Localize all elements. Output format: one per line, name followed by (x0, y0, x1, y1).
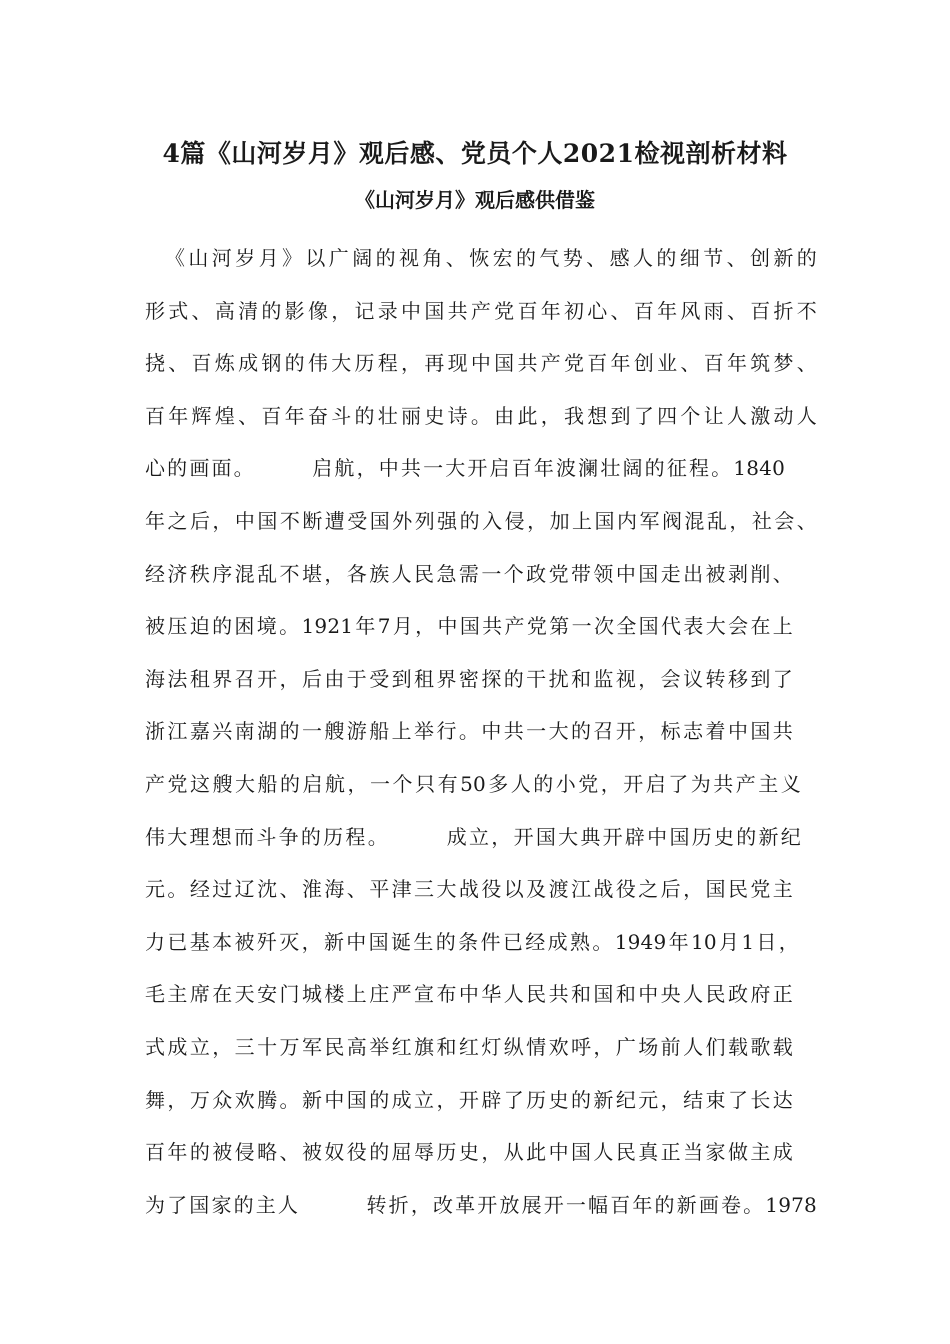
document-title: 4篇《山河岁月》观后感、党员个人2021检视剖析材料 (162, 139, 788, 168)
body-line: 海法租界召开，后由于受到租界密探的干扰和监视，会议转移到了 (145, 666, 793, 691)
body-line: 挠、百炼成钢的伟大历程，再现中国共产党百年创业、百年筑梦、 (145, 351, 817, 376)
body-line: 力已基本被歼灭，新中国诞生的条件已经成熟。1949年10月1日， (145, 929, 799, 954)
body-paragraph (145, 241, 817, 1240)
body-line: 被压迫的困境。1921年7月，中国共产党第一次全国代表大会在上 (145, 614, 793, 639)
body-line: 百年辉煌、百年奋斗的壮丽史诗。由此，我想到了四个让人激动人 (145, 403, 817, 428)
body-line: 经济秩序混乱不堪，各族人民急需一个政党带领中国走出被剥削、 (145, 561, 793, 586)
body-line: 《山河岁月》以广阔的视角、恢宏的气势、感人的细节、创新的 (165, 246, 817, 270)
body-line: 舞，万众欢腾。新中国的成立，开辟了历史的新纪元，结束了长达 (145, 1087, 793, 1112)
body-line: 伟大理想而斗争的历程。 成立，开国大典开辟中国历史的新纪 (145, 824, 801, 849)
body-line: 为了国家的主人 转折，改革开放展开一幅百年的新画卷。1978 (145, 1192, 817, 1217)
body-line: 形式、高清的影像，记录中国共产党百年初心、百年风雨、百折不 (145, 298, 817, 323)
body-line: 毛主席在天安门城楼上庄严宣布中华人民共和国和中央人民政府正 (145, 982, 793, 1007)
body-line: 心的画面。 启航，中共一大开启百年波澜壮阔的征程。1840 (145, 456, 785, 481)
body-line: 浙江嘉兴南湖的一艘游船上举行。中共一大的召开，标志着中国共 (145, 719, 793, 744)
body-line: 年之后，中国不断遭受国外列强的入侵，加上国内军阀混乱，社会、 (145, 508, 817, 533)
body-line: 元。经过辽沈、淮海、平津三大战役以及渡江战役之后，国民党主 (145, 877, 793, 902)
body-line: 式成立，三十万军民高举红旗和红灯纵情欢呼，广场前人们载歌载 (145, 1034, 793, 1059)
body-line: 产党这艘大船的启航，一个只有50多人的小党，开启了为共产主义 (145, 771, 801, 796)
body-line: 百年的被侵略、被奴役的屈辱历史，从此中国人民真正当家做主成 (145, 1140, 793, 1165)
document-subtitle: 《山河岁月》观后感供借鉴 (355, 188, 595, 212)
